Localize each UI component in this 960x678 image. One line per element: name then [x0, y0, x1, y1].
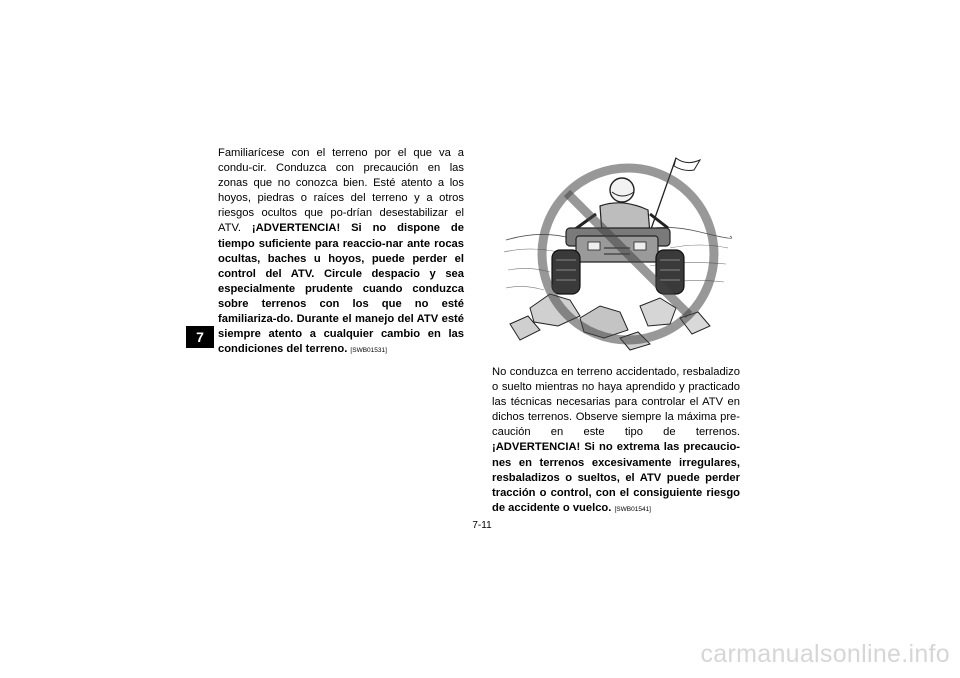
chapter-tab	[186, 326, 214, 348]
watermark: carmanualsonline.info	[700, 640, 950, 668]
page-number: 7-11	[472, 520, 492, 531]
left-warning-text: ¡ADVERTENCIA! Si no dispone de tiempo suficiente para reaccio-nar ante rocas ocultas, baches u hoyos, puede perder el control del ATV. Circule despacio y sea especialmente prudente cuando conduzca sobre terrenos con los que no esté familiariza-do. Durante el manejo del ATV esté siempre atento a cualquier cambio en las condiciones del terreno.	[218, 222, 464, 356]
right-body-text: No conduzca en terreno accidentado, resbaladizo o suelto mientras no haya aprendido y practicado las técnicas necesarias para controlar el ATV en dichos terrenos. Observe siempre la máxima pre-caución en este tipo de terrenos.	[492, 366, 740, 439]
left-body-text: Familiarícese con el terreno por el que va a condu-cir. Conduzca con precaución en las zonas que no conozca bien. Esté atento a los hoyos, piedras o raíces del terreno y a otros riesgos ocultos que po-drían desestabilizar el ATV.	[218, 147, 464, 235]
left-column-paragraph	[218, 146, 464, 358]
chapter-number: 7	[196, 329, 204, 345]
left-warning-code: [SWB01531]	[350, 347, 387, 355]
right-warning-text: ¡ADVERTENCIA! Si no extrema las precaucio-nes en terrenos excesivamente irregulares, resbaladizos o sueltos, el ATV puede perder tracción o control, con el consiguiente riesgo de accidente o vuelco.	[492, 441, 740, 514]
right-warning-code: [SWB01541]	[614, 505, 651, 513]
prohibited-atv-rough-terrain-icon	[500, 148, 732, 356]
right-column-paragraph	[492, 365, 740, 517]
